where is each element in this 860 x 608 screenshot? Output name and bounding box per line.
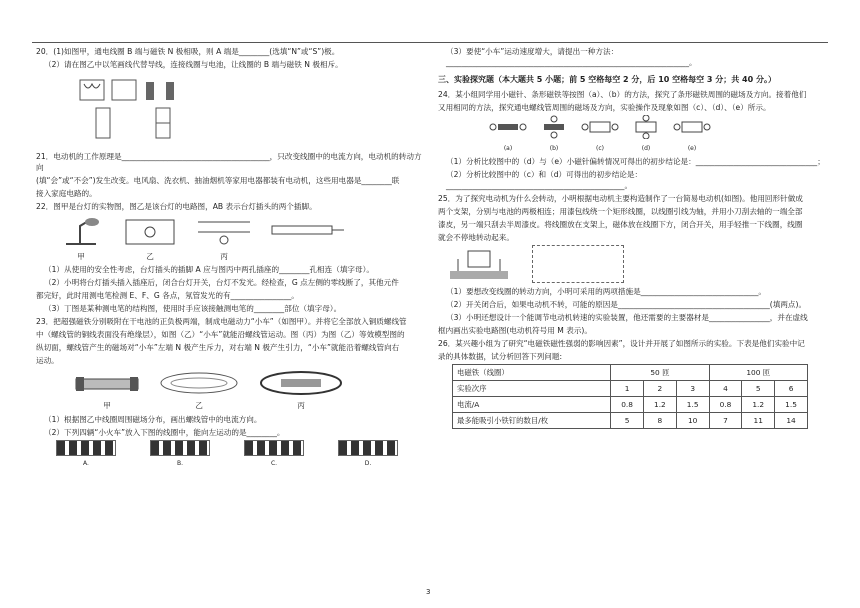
q22-stem: 22．图甲是台灯的实物图，图乙是该台灯的电路图，AB 表示台灯插头的两个插脚。 <box>36 202 317 211</box>
q20-figure <box>76 74 196 142</box>
q22-fig-tester <box>268 214 348 262</box>
table-cell: 7 <box>709 413 742 429</box>
q23-fig-label-jia: 甲 <box>103 401 111 410</box>
q22-fig-socket <box>194 214 254 262</box>
q25-dashed-box <box>532 245 624 283</box>
table-cell: 10 <box>676 413 709 429</box>
table-cell: 2 <box>644 381 677 397</box>
q20-stem: 20．(1)如图甲，通电线圈 B 端与磁铁 N 极相吸，则 A 端是________(选填“N”或“S”)极。 <box>36 47 340 56</box>
q25-figures <box>444 245 828 283</box>
q26-line1: 26．某兴趣小组为了研究“电磁铁磁性强弱的影响因素”，设计并开展了如图所示的实验。下表是他们实验中记 <box>438 339 805 348</box>
q23-sub3: （3）要使“小车”运动速度增大，请提出一种方法：________________________________________________________________。 <box>446 47 697 67</box>
table-cell: 6 <box>775 381 808 397</box>
table-cell: 0.8 <box>709 397 742 413</box>
q23-figures <box>72 369 428 411</box>
q23-sub2: （2）下列四辆“小火车”放入下图的线圈中，能向左运动的是________。 <box>44 428 285 437</box>
table-cell: 5 <box>742 381 775 397</box>
q24-fig-a: (a) <box>488 115 528 154</box>
q23-sub1: （1）根据图乙中线圈周围磁场分布，画出螺线管中的电流方向。 <box>44 415 262 424</box>
table-row <box>453 365 808 381</box>
table-cell: 1.2 <box>644 397 677 413</box>
table-cell: 14 <box>775 413 808 429</box>
q25-sub1: （1）要想改变线圈的转动方向，小明可采用的两项措施是_______________________________。 <box>446 287 766 296</box>
q22-fig-label-yi: 乙 <box>146 252 154 261</box>
table-row <box>453 381 808 397</box>
page-number: 3 <box>426 588 431 596</box>
q23-option-a: A. <box>56 440 116 469</box>
q24-figures <box>488 115 828 154</box>
table-cell: 1 <box>611 381 644 397</box>
table-cell: 100 匝 <box>709 365 807 381</box>
q23-option-b: B. <box>150 440 210 469</box>
table-cell: 1.2 <box>742 397 775 413</box>
table-cell: 0.8 <box>611 397 644 413</box>
table-cell: 最多能吸引小铁钉的数目/枚 <box>453 413 611 429</box>
q23-fig-label-yi: 乙 <box>195 401 203 410</box>
q22-figures <box>56 214 428 262</box>
q22-fig-label-jia: 甲 <box>77 252 85 261</box>
table-cell: 电流/A <box>453 397 611 413</box>
q24-fig-b: (b) <box>534 115 574 154</box>
table-cell: 3 <box>676 381 709 397</box>
right-column <box>438 46 828 429</box>
q22-fig-circuit <box>120 214 180 262</box>
q22-sub3: （3）丁图是某种测电笔的结构图，使用时手应该接触测电笔的________部位（填字母）。 <box>44 304 342 313</box>
table-cell: 电磁铁（线圈） <box>453 365 611 381</box>
table-cell: 11 <box>742 413 775 429</box>
q22-sub2b: 都完好，此时用测电笔检测 E、F、G 各点，氖管发光的有________________。 <box>36 291 299 300</box>
q22-fig-lamp <box>56 214 106 262</box>
q23-line3: 纵切面，螺线管产生的磁场对“小车”左端 N 极产生斥力，对右端 N 极产生引力，“小车”就能沿着螺线管向右 <box>36 343 400 352</box>
left-column <box>36 46 428 469</box>
q23-fig-label-bing: 丙 <box>297 401 305 410</box>
table-cell: 1.5 <box>676 397 709 413</box>
q25-sub2: （2）开关闭合后，如果电动机不转，可能的原因是________________________________________(填两点)。 <box>446 300 807 309</box>
q21-line2: (填“会”或“不会”)发生改变。电风扇、洗衣机、抽油烟机等家用电器都装有电动机，这些用电器是________联 <box>36 176 400 185</box>
table-cell: 4 <box>709 381 742 397</box>
table-cell: 8 <box>644 413 677 429</box>
q24-fig-d: (d) <box>626 115 666 154</box>
q23-line2: 中（螺线管的铜线表面没有绝缘层），如图（乙）“小车”就能沿螺线管运动。图（丙）为图（乙）等效模型图的 <box>36 330 405 339</box>
q24-line1: 24．某小组同学用小磁针、条形磁铁等按图（a）、（b）的方法，探究了条形磁铁周围的磁场及方向。接着他们 <box>438 90 807 99</box>
q24-sub1: （1）分析比较图中的（d）与（e）小磁针偏转情况可得出的初步结论是：________________________________； <box>446 157 825 166</box>
q21-line1: 21．电动机的工作原理是_______________________________________，只改变线圈中的电流方向，电动机的转动方向 <box>36 152 422 172</box>
q25-motor-figure <box>444 245 514 283</box>
section-heading: 三、实验探究题（本大题共 5 小题；前 5 空格每空 2 分，后 10 空格每空 3 分；共 40 分。） <box>438 75 776 84</box>
table-cell: 50 匝 <box>611 365 709 381</box>
q24-line2: 又用相同的方法，探究通电螺线管周围的磁场及方向，实验操作及现象如图（c）、（d）、（e）所示。 <box>438 103 771 112</box>
q23-options <box>56 440 428 469</box>
q22-fig-label-bing: 丙 <box>220 252 228 261</box>
table-row <box>453 413 808 429</box>
q22-sub1: （1）从使用的安全性考虑，台灯插头的插脚 A 应与图丙中两孔插座的________孔相连（填字母）。 <box>44 265 374 274</box>
table-cell: 5 <box>611 413 644 429</box>
q25-sub3b: 框内画出实验电路图(电动机符号用 M 表示)。 <box>438 326 592 335</box>
q23-line1: 23．把超强磁铁分别吸附在干电池的正负极两端，制成电磁动力“小车”（如图甲）。并将它全部放入铜质螺线管 <box>36 317 407 326</box>
q22-sub2a: （2）小明将台灯插头插入插座后，闭合台灯开关，台灯不发光。经检查，G 点左侧的零线断了，其他元件 <box>44 278 399 287</box>
table-row <box>453 397 808 413</box>
q24-fig-e: (e) <box>672 115 712 154</box>
q23-fig-section <box>256 369 346 411</box>
table-cell: 实验次序 <box>453 381 611 397</box>
q24-sub2: （2）分析比较图中的（c）和（d）可得出的初步结论是：_______________________________________________。 <box>446 170 643 190</box>
q23-fig-coil <box>154 369 244 411</box>
q24-fig-c: (c) <box>580 115 620 154</box>
table-cell: 1.5 <box>775 397 808 413</box>
q25-sub3a: （3）小明还想设计一个能调节电动机转速的实验装置，他还需要的主要器材是________________，并在虚线 <box>446 313 808 322</box>
q25-line3: 漆皮，另一端只刮去半周漆皮。将线圈放在支架上，磁体放在线圈下方，闭合开关，用手轻推一下线圈，线圈 <box>438 220 803 229</box>
q21-line3: 接入家庭电路的。 <box>36 189 97 198</box>
q20-sub2: （2）请在图乙中以笔画线代替导线，连接线圈与电池，让线圈的 B 端与磁铁 N 极相斥。 <box>44 60 343 69</box>
q23-option-c: C. <box>244 440 304 469</box>
q25-line1: 25．为了探究电动机为什么会转动，小明根据电动机主要构造制作了一台简易电动机(如图)。他用回形针做成 <box>438 194 803 203</box>
q23-fig-car <box>72 369 142 411</box>
q25-line4: 就会不停地转动起来。 <box>438 233 514 242</box>
q23-line4: 运动。 <box>36 356 59 365</box>
top-rule <box>32 42 828 43</box>
q26-line2: 录的具体数据，试分析回答下列问题: <box>438 352 563 361</box>
q23-option-d: D. <box>338 440 398 469</box>
q25-line2: 两个支架，分别与电池的两极相连；用漆包线绕一个矩形线圈，以线圈引线为轴，并用小刀刮去轴的一端全部 <box>438 207 803 216</box>
q26-data-table <box>452 364 808 429</box>
